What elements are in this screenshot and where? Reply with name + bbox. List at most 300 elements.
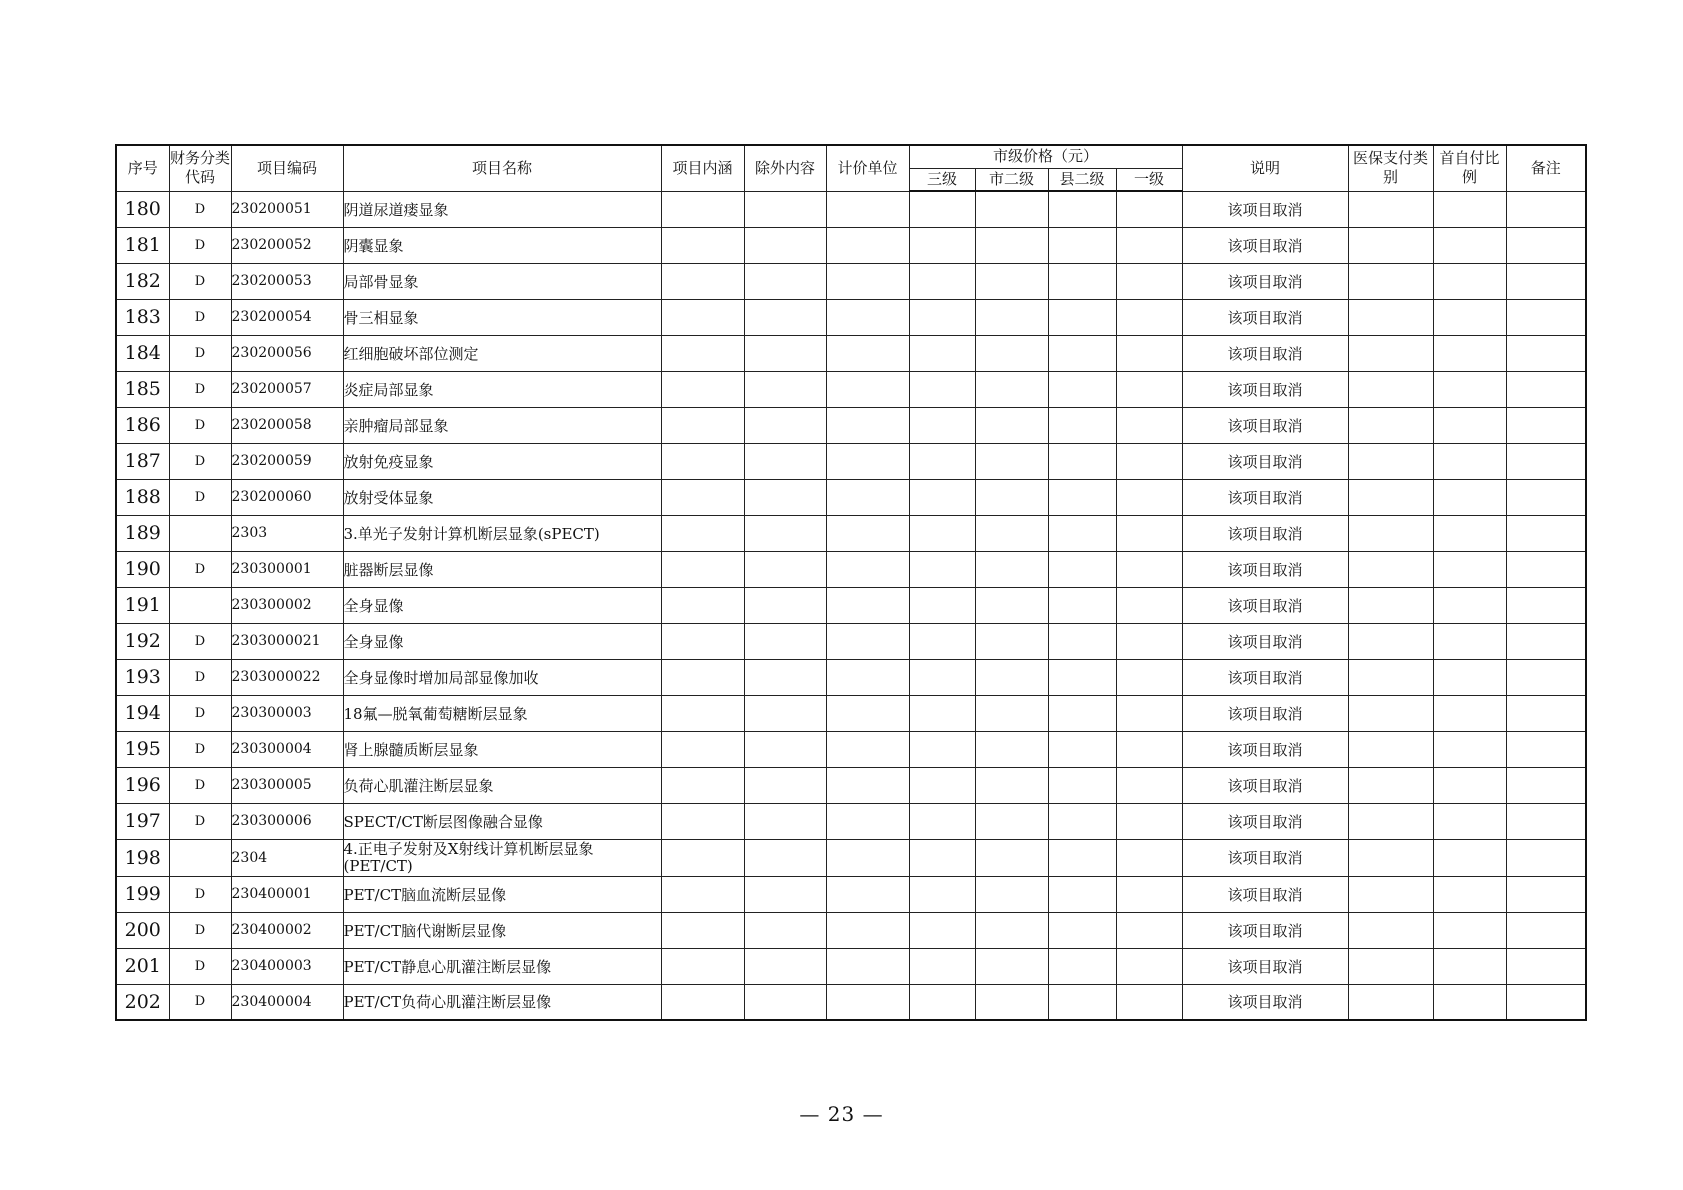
price-level1-cell	[1116, 731, 1182, 767]
price-county-level2-cell	[1048, 659, 1116, 695]
insurance-cell	[1348, 299, 1433, 335]
finance-code-cell: D	[169, 767, 231, 803]
price-county-level2-cell	[1048, 515, 1116, 551]
header-self-pay: 首自付比例	[1433, 145, 1506, 191]
price-county-level2-cell	[1048, 227, 1116, 263]
self-pay-cell	[1433, 479, 1506, 515]
price-level1-cell	[1116, 984, 1182, 1020]
item-name-cell: 18氟—脱氧葡萄糖断层显象	[343, 695, 661, 731]
price-city-level2-cell	[975, 515, 1048, 551]
finance-code-cell: D	[169, 299, 231, 335]
item-name-cell: PET/CT静息心肌灌注断层显像	[343, 948, 661, 984]
self-pay-cell	[1433, 731, 1506, 767]
self-pay-cell	[1433, 191, 1506, 227]
content-cell	[661, 443, 744, 479]
finance-code-cell: D	[169, 227, 231, 263]
table-row	[116, 515, 1586, 551]
finance-code-cell: D	[169, 948, 231, 984]
price-county-level2-cell	[1048, 479, 1116, 515]
insurance-cell	[1348, 731, 1433, 767]
content-cell	[661, 191, 744, 227]
price-level3-cell	[909, 948, 975, 984]
header-content: 项目内涵	[661, 145, 744, 191]
content-cell	[661, 731, 744, 767]
remarks-cell	[1506, 948, 1586, 984]
table-row	[116, 335, 1586, 371]
finance-code-cell	[169, 515, 231, 551]
price-level3-cell	[909, 767, 975, 803]
table-row	[116, 695, 1586, 731]
item-code-cell: 230400001	[231, 876, 343, 912]
price-level3-cell	[909, 984, 975, 1020]
item-name-cell: 放射免疫显象	[343, 443, 661, 479]
price-level3-cell	[909, 659, 975, 695]
price-city-level2-cell	[975, 767, 1048, 803]
finance-code-cell: D	[169, 371, 231, 407]
price-city-level2-cell	[975, 371, 1048, 407]
price-level1-cell	[1116, 839, 1182, 876]
price-county-level2-cell	[1048, 443, 1116, 479]
exclusion-cell	[744, 695, 826, 731]
content-cell	[661, 912, 744, 948]
unit-cell	[826, 948, 909, 984]
item-name-cell: 4.正电子发射及X射线计算机断层显象(PET/CT)	[343, 839, 661, 876]
price-county-level2-cell	[1048, 767, 1116, 803]
remarks-cell	[1506, 407, 1586, 443]
price-county-level2-cell	[1048, 839, 1116, 876]
content-cell	[661, 479, 744, 515]
description-cell: 该项目取消	[1182, 263, 1348, 299]
item-code-cell: 230400004	[231, 984, 343, 1020]
self-pay-cell	[1433, 659, 1506, 695]
unit-cell	[826, 695, 909, 731]
price-city-level2-cell	[975, 695, 1048, 731]
finance-code-cell: D	[169, 263, 231, 299]
price-level1-cell	[1116, 299, 1182, 335]
exclusion-cell	[744, 623, 826, 659]
price-level1-cell	[1116, 371, 1182, 407]
unit-cell	[826, 587, 909, 623]
self-pay-cell	[1433, 371, 1506, 407]
exclusion-cell	[744, 299, 826, 335]
price-city-level2-cell	[975, 623, 1048, 659]
finance-code-cell: D	[169, 731, 231, 767]
remarks-cell	[1506, 191, 1586, 227]
description-cell: 该项目取消	[1182, 803, 1348, 839]
price-level1-cell	[1116, 335, 1182, 371]
exclusion-cell	[744, 515, 826, 551]
item-name-cell: 全身显像	[343, 587, 661, 623]
description-cell: 该项目取消	[1182, 767, 1348, 803]
item-name-cell: 炎症局部显象	[343, 371, 661, 407]
row-number: 202	[116, 984, 169, 1020]
price-city-level2-cell	[975, 299, 1048, 335]
header-item-code: 项目编码	[231, 145, 343, 191]
insurance-cell	[1348, 767, 1433, 803]
table-row	[116, 659, 1586, 695]
item-name-cell: PET/CT负荷心肌灌注断层显像	[343, 984, 661, 1020]
item-name-cell: 红细胞破坏部位测定	[343, 335, 661, 371]
price-level3-cell	[909, 731, 975, 767]
exclusion-cell	[744, 263, 826, 299]
price-level3-cell	[909, 912, 975, 948]
header-insurance: 医保支付类别	[1348, 145, 1433, 191]
description-cell: 该项目取消	[1182, 587, 1348, 623]
row-number: 199	[116, 876, 169, 912]
price-level1-cell	[1116, 515, 1182, 551]
exclusion-cell	[744, 479, 826, 515]
price-city-level2-cell	[975, 659, 1048, 695]
table-body	[116, 191, 1586, 1020]
exclusion-cell	[744, 335, 826, 371]
unit-cell	[826, 767, 909, 803]
description-cell: 该项目取消	[1182, 299, 1348, 335]
price-city-level2-cell	[975, 263, 1048, 299]
item-name-cell: 局部骨显象	[343, 263, 661, 299]
item-code-cell: 230300001	[231, 551, 343, 587]
item-code-cell: 2303000021	[231, 623, 343, 659]
finance-code-cell: D	[169, 695, 231, 731]
price-county-level2-cell	[1048, 263, 1116, 299]
remarks-cell	[1506, 876, 1586, 912]
row-number: 200	[116, 912, 169, 948]
content-cell	[661, 407, 744, 443]
item-name-cell: 阴道尿道瘘显象	[343, 191, 661, 227]
self-pay-cell	[1433, 948, 1506, 984]
remarks-cell	[1506, 227, 1586, 263]
finance-code-cell: D	[169, 912, 231, 948]
price-level3-cell	[909, 263, 975, 299]
description-cell: 该项目取消	[1182, 479, 1348, 515]
price-county-level2-cell	[1048, 695, 1116, 731]
self-pay-cell	[1433, 912, 1506, 948]
price-county-level2-cell	[1048, 191, 1116, 227]
price-city-level2-cell	[975, 551, 1048, 587]
price-level1-cell	[1116, 551, 1182, 587]
unit-cell	[826, 407, 909, 443]
header-description: 说明	[1182, 145, 1348, 191]
exclusion-cell	[744, 371, 826, 407]
unit-cell	[826, 335, 909, 371]
row-number: 193	[116, 659, 169, 695]
row-number: 182	[116, 263, 169, 299]
insurance-cell	[1348, 695, 1433, 731]
price-level3-cell	[909, 191, 975, 227]
item-name-cell: PET/CT脑代谢断层显像	[343, 912, 661, 948]
item-name-cell: 3.单光子发射计算机断层显象(sPECT)	[343, 515, 661, 551]
row-number: 194	[116, 695, 169, 731]
row-number: 183	[116, 299, 169, 335]
price-level3-cell	[909, 803, 975, 839]
finance-code-cell: D	[169, 407, 231, 443]
insurance-cell	[1348, 263, 1433, 299]
insurance-cell	[1348, 191, 1433, 227]
remarks-cell	[1506, 335, 1586, 371]
insurance-cell	[1348, 948, 1433, 984]
price-city-level2-cell	[975, 984, 1048, 1020]
unit-cell	[826, 551, 909, 587]
description-cell: 该项目取消	[1182, 912, 1348, 948]
self-pay-cell	[1433, 623, 1506, 659]
remarks-cell	[1506, 479, 1586, 515]
content-cell	[661, 227, 744, 263]
price-level3-cell	[909, 839, 975, 876]
item-code-cell: 230400002	[231, 912, 343, 948]
price-level3-cell	[909, 335, 975, 371]
description-cell: 该项目取消	[1182, 227, 1348, 263]
table-row	[116, 948, 1586, 984]
unit-cell	[826, 623, 909, 659]
price-city-level2-cell	[975, 443, 1048, 479]
exclusion-cell	[744, 912, 826, 948]
table-row	[116, 803, 1586, 839]
header-item-name: 项目名称	[343, 145, 661, 191]
row-number: 190	[116, 551, 169, 587]
insurance-cell	[1348, 912, 1433, 948]
unit-cell	[826, 731, 909, 767]
table-row	[116, 479, 1586, 515]
price-level1-cell	[1116, 407, 1182, 443]
table-row	[116, 767, 1586, 803]
exclusion-cell	[744, 587, 826, 623]
price-city-level2-cell	[975, 191, 1048, 227]
header-city-level2: 市二级	[975, 168, 1048, 191]
description-cell: 该项目取消	[1182, 407, 1348, 443]
self-pay-cell	[1433, 767, 1506, 803]
remarks-cell	[1506, 659, 1586, 695]
self-pay-cell	[1433, 407, 1506, 443]
table-row	[116, 984, 1586, 1020]
item-name-cell: 阴囊显象	[343, 227, 661, 263]
price-county-level2-cell	[1048, 948, 1116, 984]
item-code-cell: 230200056	[231, 335, 343, 371]
price-city-level2-cell	[975, 335, 1048, 371]
self-pay-cell	[1433, 443, 1506, 479]
item-code-cell: 230200051	[231, 191, 343, 227]
remarks-cell	[1506, 551, 1586, 587]
price-county-level2-cell	[1048, 912, 1116, 948]
row-number: 181	[116, 227, 169, 263]
content-cell	[661, 263, 744, 299]
unit-cell	[826, 443, 909, 479]
item-code-cell: 230300006	[231, 803, 343, 839]
exclusion-cell	[744, 731, 826, 767]
description-cell: 该项目取消	[1182, 659, 1348, 695]
remarks-cell	[1506, 839, 1586, 876]
self-pay-cell	[1433, 803, 1506, 839]
item-name-cell: 全身显像	[343, 623, 661, 659]
price-city-level2-cell	[975, 803, 1048, 839]
self-pay-cell	[1433, 587, 1506, 623]
price-county-level2-cell	[1048, 299, 1116, 335]
item-code-cell: 230300002	[231, 587, 343, 623]
price-level1-cell	[1116, 263, 1182, 299]
row-number: 188	[116, 479, 169, 515]
price-level1-cell	[1116, 767, 1182, 803]
page-number: — 23 —	[799, 1102, 884, 1126]
price-county-level2-cell	[1048, 335, 1116, 371]
price-county-level2-cell	[1048, 371, 1116, 407]
item-code-cell: 230200052	[231, 227, 343, 263]
item-name-cell: 全身显像时增加局部显像加收	[343, 659, 661, 695]
item-code-cell: 230200058	[231, 407, 343, 443]
remarks-cell	[1506, 443, 1586, 479]
header-exclusion: 除外内容	[744, 145, 826, 191]
exclusion-cell	[744, 767, 826, 803]
self-pay-cell	[1433, 515, 1506, 551]
price-city-level2-cell	[975, 948, 1048, 984]
row-number: 198	[116, 839, 169, 876]
header-county-level2: 县二级	[1048, 168, 1116, 191]
item-name-cell: 骨三相显象	[343, 299, 661, 335]
table-row	[116, 371, 1586, 407]
content-cell	[661, 839, 744, 876]
content-cell	[661, 551, 744, 587]
remarks-cell	[1506, 371, 1586, 407]
description-cell: 该项目取消	[1182, 191, 1348, 227]
remarks-cell	[1506, 695, 1586, 731]
finance-code-cell: D	[169, 191, 231, 227]
finance-code-cell: D	[169, 335, 231, 371]
insurance-cell	[1348, 515, 1433, 551]
price-city-level2-cell	[975, 587, 1048, 623]
price-level3-cell	[909, 299, 975, 335]
header-city-price: 市级价格（元）	[909, 145, 1182, 168]
header-level1: 一级	[1116, 168, 1182, 191]
self-pay-cell	[1433, 335, 1506, 371]
price-level1-cell	[1116, 227, 1182, 263]
item-code-cell: 230200054	[231, 299, 343, 335]
price-level3-cell	[909, 551, 975, 587]
description-cell: 该项目取消	[1182, 515, 1348, 551]
table-row	[116, 227, 1586, 263]
item-code-cell: 2304	[231, 839, 343, 876]
header-unit: 计价单位	[826, 145, 909, 191]
self-pay-cell	[1433, 984, 1506, 1020]
price-level1-cell	[1116, 803, 1182, 839]
item-code-cell: 230300005	[231, 767, 343, 803]
header-fin-code: 财务分类代码	[169, 145, 231, 191]
row-number: 197	[116, 803, 169, 839]
row-number: 191	[116, 587, 169, 623]
row-number: 189	[116, 515, 169, 551]
unit-cell	[826, 191, 909, 227]
table-row	[116, 623, 1586, 659]
remarks-cell	[1506, 263, 1586, 299]
item-code-cell: 230300003	[231, 695, 343, 731]
price-county-level2-cell	[1048, 623, 1116, 659]
price-level3-cell	[909, 407, 975, 443]
price-county-level2-cell	[1048, 803, 1116, 839]
remarks-cell	[1506, 803, 1586, 839]
exclusion-cell	[744, 839, 826, 876]
exclusion-cell	[744, 984, 826, 1020]
finance-code-cell: D	[169, 876, 231, 912]
finance-code-cell	[169, 839, 231, 876]
finance-code-cell	[169, 587, 231, 623]
content-cell	[661, 371, 744, 407]
price-level3-cell	[909, 371, 975, 407]
row-number: 185	[116, 371, 169, 407]
item-name-cell: 脏器断层显像	[343, 551, 661, 587]
price-table	[115, 144, 1587, 1021]
item-name-cell: 放射受体显象	[343, 479, 661, 515]
item-code-cell: 230300004	[231, 731, 343, 767]
row-number: 192	[116, 623, 169, 659]
unit-cell	[826, 515, 909, 551]
price-city-level2-cell	[975, 912, 1048, 948]
price-level1-cell	[1116, 443, 1182, 479]
insurance-cell	[1348, 803, 1433, 839]
remarks-cell	[1506, 587, 1586, 623]
price-county-level2-cell	[1048, 984, 1116, 1020]
header-remarks: 备注	[1506, 145, 1586, 191]
exclusion-cell	[744, 876, 826, 912]
item-code-cell: 2303	[231, 515, 343, 551]
unit-cell	[826, 479, 909, 515]
price-level3-cell	[909, 443, 975, 479]
price-level3-cell	[909, 515, 975, 551]
row-number: 180	[116, 191, 169, 227]
content-cell	[661, 587, 744, 623]
content-cell	[661, 299, 744, 335]
row-number: 187	[116, 443, 169, 479]
insurance-cell	[1348, 371, 1433, 407]
table-row	[116, 407, 1586, 443]
price-city-level2-cell	[975, 227, 1048, 263]
self-pay-cell	[1433, 839, 1506, 876]
item-code-cell: 230400003	[231, 948, 343, 984]
insurance-cell	[1348, 984, 1433, 1020]
item-code-cell: 230200060	[231, 479, 343, 515]
unit-cell	[826, 984, 909, 1020]
description-cell: 该项目取消	[1182, 984, 1348, 1020]
item-code-cell: 230200053	[231, 263, 343, 299]
content-cell	[661, 515, 744, 551]
description-cell: 该项目取消	[1182, 839, 1348, 876]
item-code-cell: 230200059	[231, 443, 343, 479]
description-cell: 该项目取消	[1182, 731, 1348, 767]
price-level1-cell	[1116, 623, 1182, 659]
table-row	[116, 263, 1586, 299]
insurance-cell	[1348, 227, 1433, 263]
exclusion-cell	[744, 551, 826, 587]
unit-cell	[826, 263, 909, 299]
self-pay-cell	[1433, 876, 1506, 912]
price-city-level2-cell	[975, 839, 1048, 876]
finance-code-cell: D	[169, 551, 231, 587]
content-cell	[661, 803, 744, 839]
self-pay-cell	[1433, 227, 1506, 263]
remarks-cell	[1506, 984, 1586, 1020]
unit-cell	[826, 227, 909, 263]
item-code-cell: 230200057	[231, 371, 343, 407]
table-row	[116, 443, 1586, 479]
unit-cell	[826, 876, 909, 912]
row-number: 196	[116, 767, 169, 803]
finance-code-cell: D	[169, 479, 231, 515]
item-name-cell: PET/CT脑血流断层显像	[343, 876, 661, 912]
price-county-level2-cell	[1048, 731, 1116, 767]
table-row	[116, 731, 1586, 767]
self-pay-cell	[1433, 695, 1506, 731]
content-cell	[661, 335, 744, 371]
remarks-cell	[1506, 623, 1586, 659]
unit-cell	[826, 839, 909, 876]
exclusion-cell	[744, 191, 826, 227]
price-county-level2-cell	[1048, 407, 1116, 443]
insurance-cell	[1348, 479, 1433, 515]
